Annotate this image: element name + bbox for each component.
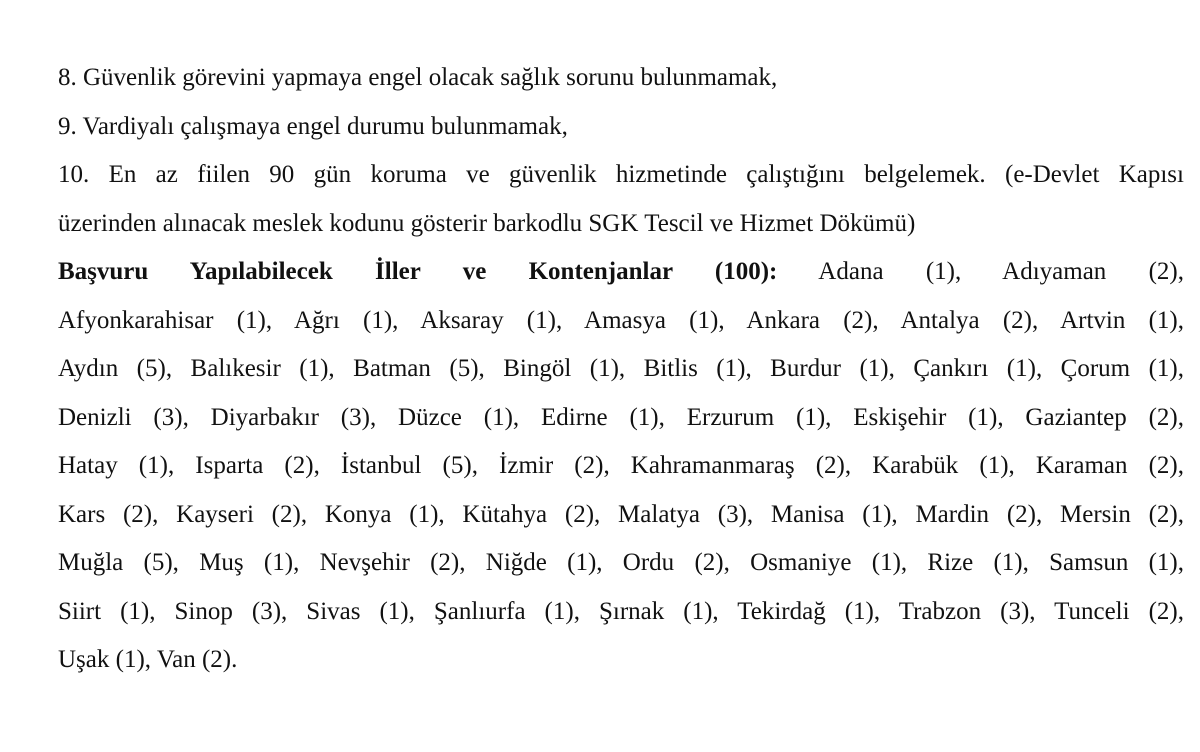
quota-line: Siirt (1), Sinop (3), Sivas (1), Şanlıurfa (1), Şırnak (1), Tekirdağ (1), Trabzon (3), Tunceli (2), [58,597,1184,625]
requirement-item-9: 9. Vardiyalı çalışmaya engel durumu bulunmamak, [58,112,568,140]
quota-first-line [58,248,1184,297]
quota-line: Afyonkarahisar (1), Ağrı (1), Aksaray (1), Amasya (1), Ankara (2), Antalya (2), Artvin (1), [58,306,1184,334]
requirement-item-10-line-2: üzerinden alınacak meslek kodunu gösterir barkodlu SGK Tescil ve Hizmet Dökümü) [58,209,916,237]
quota-line: Kars (2), Kayseri (2), Konya (1), Kütahya (2), Malatya (3), Manisa (1), Mardin (2), Mersin (2), [58,500,1184,528]
quota-first-line-rest: Adana (1), Adıyaman (2), [818,258,1184,285]
quota-line: Hatay (1), Isparta (2), İstanbul (5), İzmir (2), Kahramanmaraş (2), Karabük (1), Karaman (2), [58,452,1184,479]
requirement-item-8: 8. Güvenlik görevini yapmaya engel olacak sağlık sorunu bulunmamak, [58,64,778,91]
quota-line: Aydın (5), Balıkesir (1), Batman (5), Bingöl (1), Bitlis (1), Burdur (1), Çankırı (1), Çorum (1), [58,355,1184,382]
quota-heading: Başvuru Yapılabilecek İller ve Kontenjanlar (100): [58,258,778,285]
quota-line: Denizli (3), Diyarbakır (3), Düzce (1), Edirne (1), Erzurum (1), Eskişehir (1), Gaziantep (2), [58,403,1184,431]
document-page [58,54,1184,685]
requirement-item-10-line-1: 10. En az fiilen 90 gün koruma ve güvenlik hizmetinde çalıştığını belgelemek. (e-Devlet Kapısı [58,161,1184,188]
quota-line-last: Uşak (1), Van (2). [58,646,238,673]
quota-line: Muğla (5), Muş (1), Nevşehir (2), Niğde (1), Ordu (2), Osmaniye (1), Rize (1), Samsun (1), [58,549,1184,576]
